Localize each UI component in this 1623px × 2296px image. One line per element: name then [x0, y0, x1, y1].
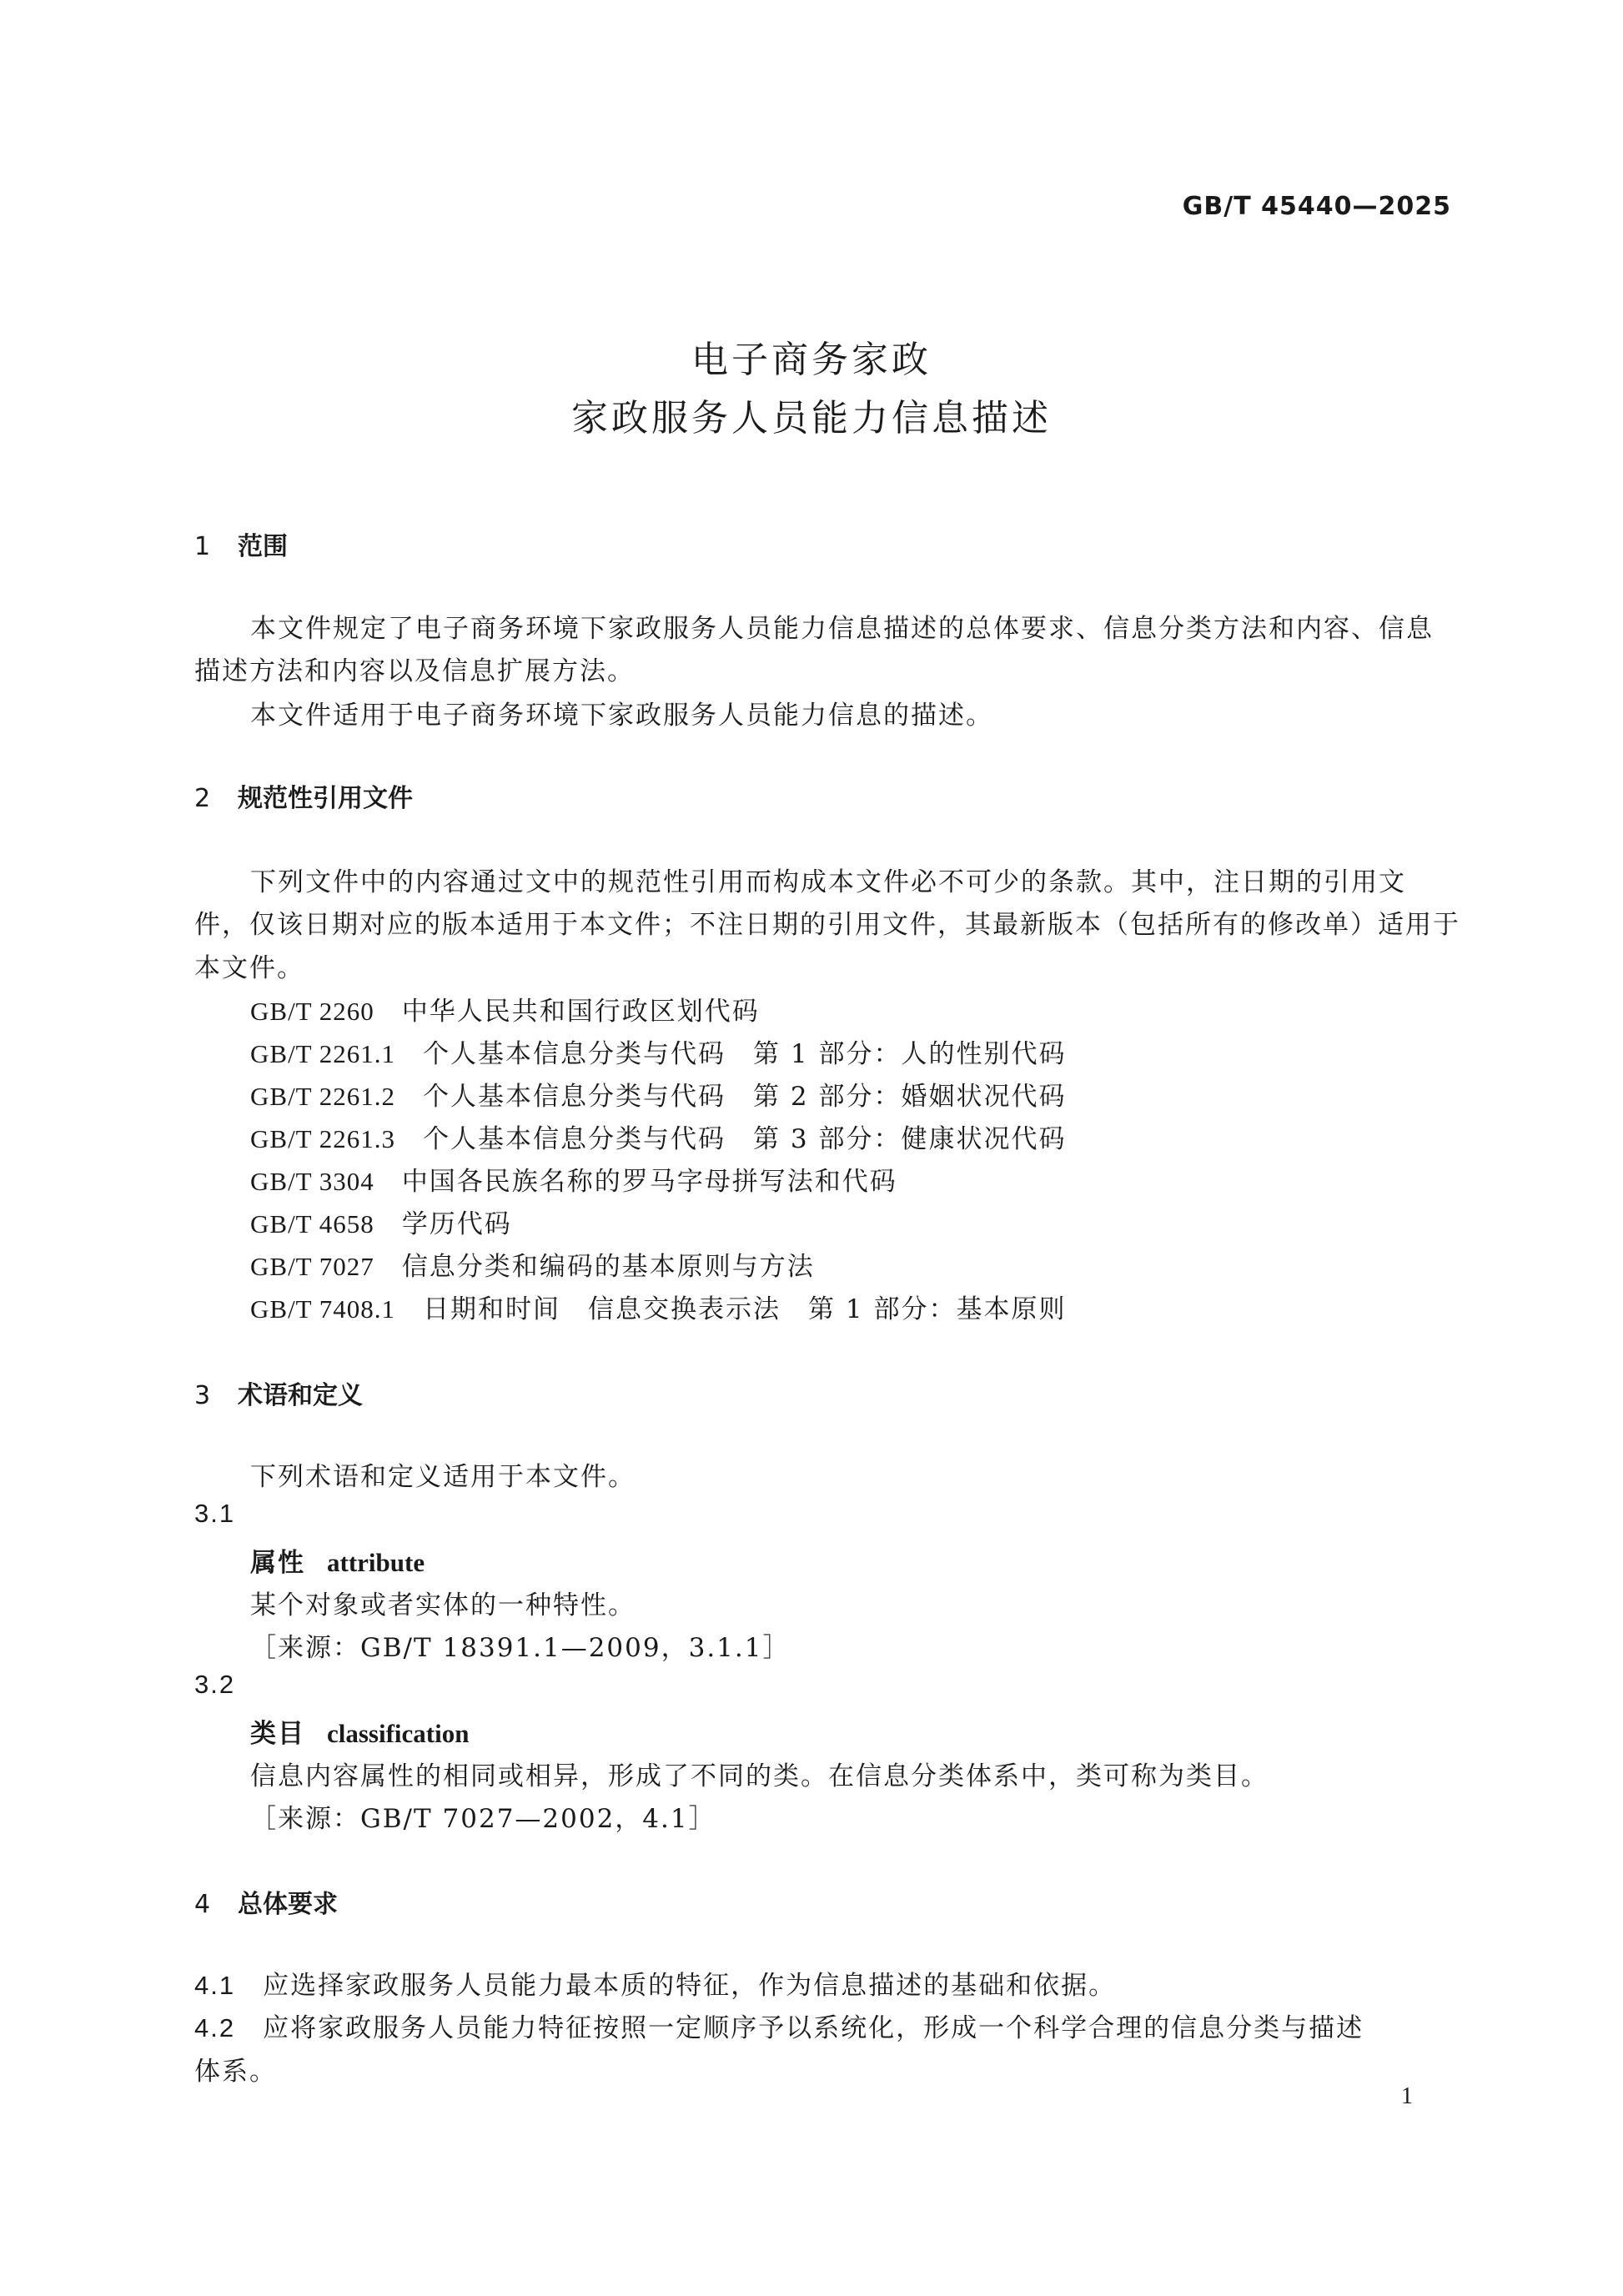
- page-number: 1: [1401, 2083, 1413, 2109]
- reference-title: 个人基本信息分类与代码 第 2 部分：婚姻状况代码: [423, 1082, 1067, 1112]
- clause-text: 应选择家政服务人员能力最本质的特征，作为信息描述的基础和依据。: [263, 1971, 1117, 2001]
- reference-item: [250, 1288, 1067, 1325]
- reference-code: GB/T 3304: [250, 1167, 374, 1196]
- term-source: ［来源：GB/T 18391.1—2009，3.1.1］: [250, 1633, 791, 1663]
- term-definition: 某个对象或者实体的一种特性。: [250, 1590, 636, 1620]
- references-intro-line1: 下列文件中的内容通过文中的规范性引用而构成本文件必不可少的条款。其中，注日期的引用文: [250, 867, 1406, 897]
- scope-paragraph-line1: 本文件规定了电子商务环境下家政服务人员能力信息描述的总体要求、信息分类方法和内容、信息: [250, 614, 1434, 644]
- reference-item: [250, 1118, 1067, 1155]
- section-title: 术语和定义: [238, 1381, 363, 1410]
- term-number: 3.1: [194, 1499, 236, 1528]
- clause-number: 4.1: [194, 1971, 236, 2000]
- reference-item: [250, 1160, 897, 1198]
- section-4-heading: [194, 1883, 338, 1920]
- term-chinese: 属性: [250, 1548, 305, 1578]
- reference-code: GB/T 2260: [250, 997, 374, 1026]
- section-number: 1: [194, 532, 211, 561]
- reference-code: GB/T 7408.1: [250, 1294, 396, 1324]
- reference-title: 中国各民族名称的罗马字母拼写法和代码: [401, 1167, 897, 1197]
- section-title: 规范性引用文件: [238, 784, 413, 813]
- reference-code: GB/T 7027: [250, 1252, 374, 1281]
- reference-title: 个人基本信息分类与代码 第 1 部分：人的性别代码: [423, 1039, 1067, 1069]
- references-intro-line2: 件，仅该日期对应的版本适用于本文件；不注日期的引用文件，其最新版本（包括所有的修改单）适用于: [194, 910, 1460, 940]
- references-intro-line3: 本文件。: [194, 953, 304, 983]
- clause-4-2-line2: 体系。: [194, 2057, 277, 2087]
- reference-item: [250, 1245, 815, 1283]
- reference-code: GB/T 2261.3: [250, 1124, 396, 1153]
- document-title-line1: 电子商务家政: [691, 339, 932, 381]
- term-english: classification: [327, 1719, 470, 1748]
- section-title: 范围: [238, 532, 288, 561]
- clause-4-1: [194, 1964, 1116, 2002]
- term-definition: 信息内容属性的相同或相异，形成了不同的类。在信息分类体系中，类可称为类目。: [250, 1761, 1269, 1791]
- standard-number: GB/T 45440—2025: [1182, 192, 1451, 221]
- reference-item: [250, 1032, 1067, 1070]
- section-2-heading: [194, 777, 413, 814]
- section-number: 3: [194, 1381, 211, 1410]
- reference-title: 个人基本信息分类与代码 第 3 部分：健康状况代码: [423, 1124, 1067, 1154]
- term-source: ［来源：GB/T 7027—2002，4.1］: [250, 1804, 716, 1834]
- document-title-line2: 家政服务人员能力信息描述: [571, 397, 1052, 440]
- reference-title: 中华人民共和国行政区划代码: [401, 997, 760, 1027]
- reference-title: 学历代码: [401, 1209, 512, 1239]
- reference-code: GB/T 2261.2: [250, 1082, 396, 1111]
- section-number: 4: [194, 1890, 211, 1919]
- reference-item: [250, 1203, 512, 1240]
- reference-title: 日期和时间 信息交换表示法 第 1 部分：基本原则: [423, 1294, 1067, 1324]
- term-chinese: 类目: [250, 1719, 305, 1749]
- section-1-heading: [194, 525, 288, 562]
- term-entry: [250, 1712, 470, 1750]
- terms-intro: 下列术语和定义适用于本文件。: [250, 1462, 636, 1492]
- reference-title: 信息分类和编码的基本原则与方法: [401, 1252, 815, 1282]
- term-english: attribute: [327, 1548, 425, 1577]
- section-number: 2: [194, 784, 211, 813]
- section-title: 总体要求: [238, 1890, 338, 1919]
- clause-4-2-line1: [194, 2007, 1364, 2044]
- clause-text: 应将家政服务人员能力特征按照一定顺序予以系统化，形成一个科学合理的信息分类与描述: [263, 2013, 1364, 2043]
- scope-paragraph-line2: 描述方法和内容以及信息扩展方法。: [194, 656, 635, 686]
- term-entry: [250, 1541, 425, 1579]
- term-number: 3.2: [194, 1670, 236, 1699]
- scope-paragraph-2: 本文件适用于电子商务环境下家政服务人员能力信息的描述。: [250, 701, 993, 731]
- reference-code: GB/T 2261.1: [250, 1039, 396, 1068]
- reference-code: GB/T 4658: [250, 1209, 374, 1238]
- reference-item: [250, 1075, 1067, 1113]
- reference-item: [250, 990, 760, 1027]
- section-3-heading: [194, 1374, 363, 1411]
- clause-number: 4.2: [194, 2013, 236, 2042]
